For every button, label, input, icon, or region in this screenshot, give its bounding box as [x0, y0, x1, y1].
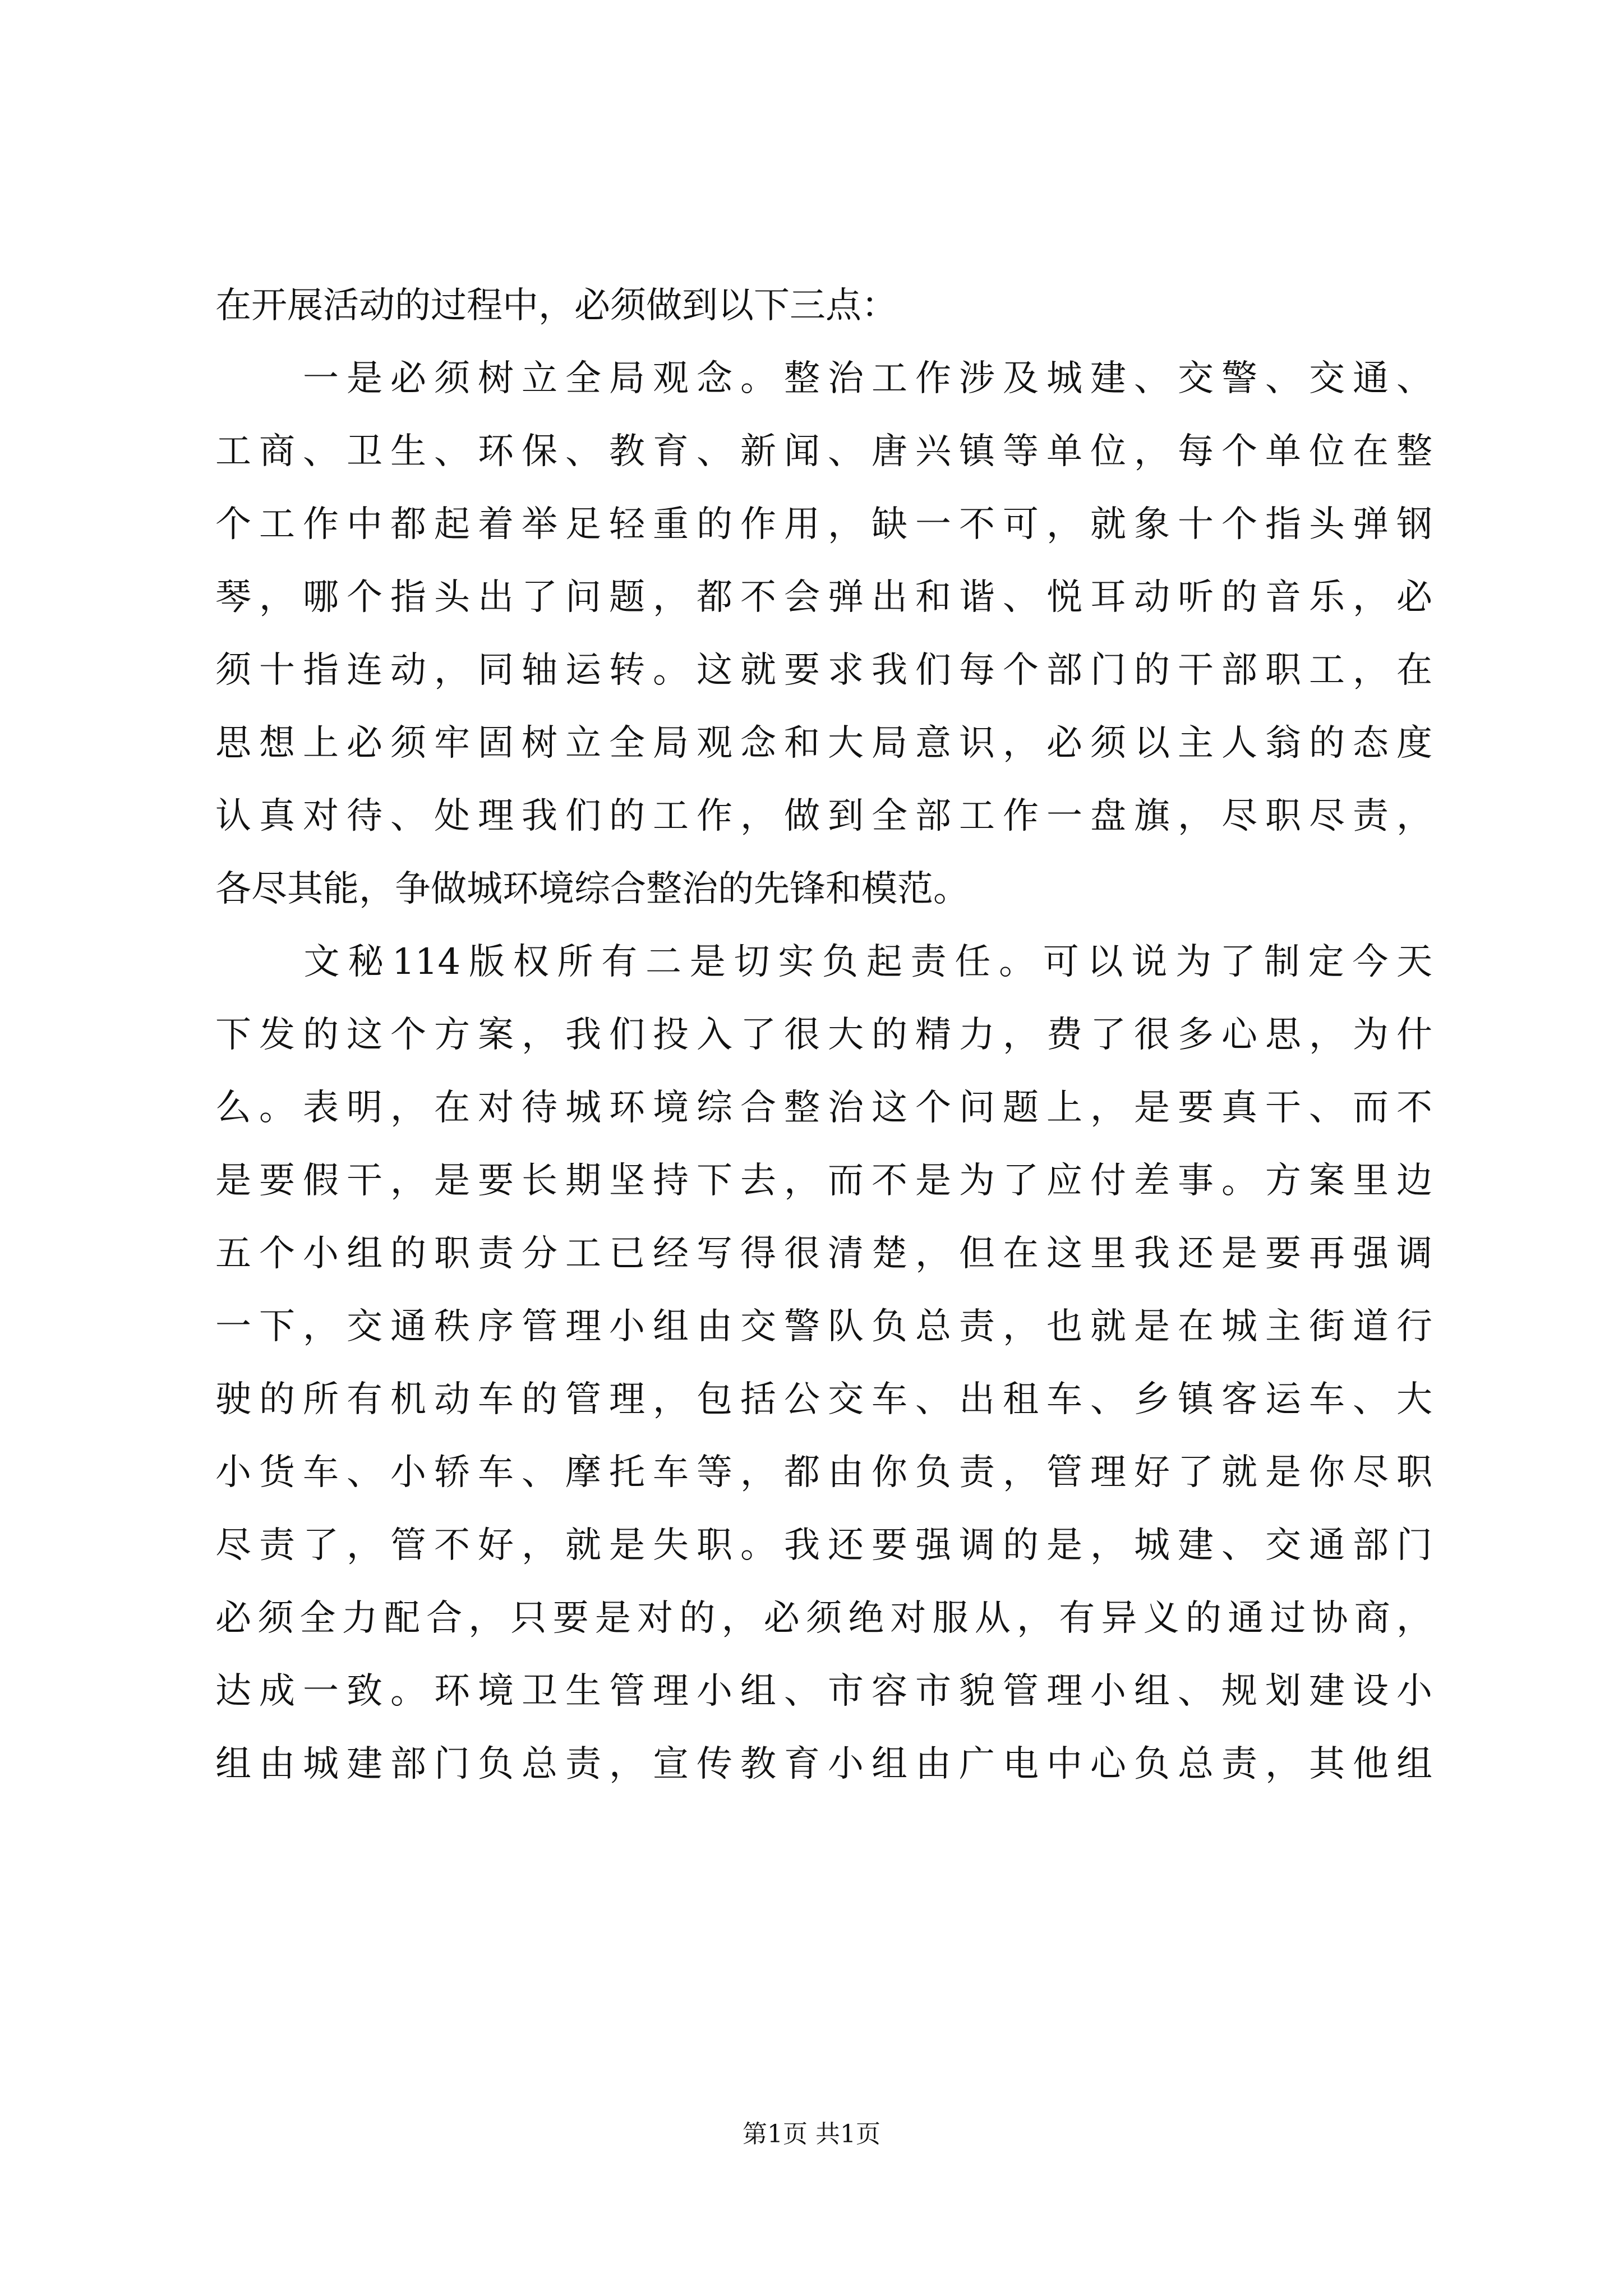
text-line-17: 小货车、小轿车、摩托车等，都由你负责，管理好了就是你尽职 — [215, 1452, 1432, 1493]
text-line-4: 个工作中都起着举足轻重的作用，缺一不可，就象十个指头弹钢 — [215, 504, 1432, 545]
text-line-1: 在开展活动的过程中，必须做到以下三点： — [215, 285, 897, 326]
text-line-15: 一下，交通秩序管理小组由交警队负总责，也就是在城主街道行 — [215, 1306, 1432, 1347]
text-line-16: 驶的所有机动车的管理，包括公交车、出租车、乡镇客运车、大 — [215, 1379, 1432, 1420]
text-line-21: 组由城建部门负总责，宣传教育小组由广电中心负总责，其他组 — [215, 1743, 1432, 1785]
text-line-12: 么。表明，在对待城环境综合整治这个问题上，是要真干、而不 — [215, 1087, 1432, 1129]
text-line-7: 思想上必须牢固树立全局观念和大局意识，必须以主人翁的态度 — [215, 723, 1432, 764]
text-line-5: 琴，哪个指头出了问题，都不会弹出和谐、悦耳动听的音乐，必 — [215, 577, 1432, 618]
text-line-13: 是要假干，是要长期坚持下去，而不是为了应付差事。方案里边 — [215, 1160, 1432, 1202]
text-line-9: 各尽其能，争做城环境综合整治的先锋和模范。 — [215, 868, 969, 910]
text-line-2: 一是必须树立全局观念。整治工作涉及城建、交警、交通、 — [215, 358, 1432, 399]
text-line-19: 必须全力配合，只要是对的，必须绝对服从，有异义的通过协商， — [215, 1598, 1432, 1639]
page-footer: 第1页 共1页 — [743, 2120, 880, 2148]
text-line-6: 须十指连动，同轴运转。这就要求我们每个部门的干部职工，在 — [215, 650, 1432, 691]
text-line-20: 达成一致。环境卫生管理小组、市容市貌管理小组、规划建设小 — [215, 1671, 1432, 1712]
text-line-18: 尽责了，管不好，就是失职。我还要强调的是，城建、交通部门 — [215, 1525, 1432, 1566]
text-line-11: 下发的这个方案，我们投入了很大的精力，费了很多心思，为什 — [215, 1014, 1432, 1056]
text-line-10: 文秘114版权所有二是切实负起责任。可以说为了制定今天 — [215, 941, 1432, 983]
text-line-14: 五个小组的职责分工已经写得很清楚，但在这里我还是要再强调 — [215, 1233, 1432, 1274]
text-line-3: 工商、卫生、环保、教育、新闻、唐兴镇等单位，每个单位在整 — [215, 431, 1432, 472]
text-line-8: 认真对待、处理我们的工作，做到全部工作一盘旗，尽职尽责， — [215, 795, 1432, 837]
